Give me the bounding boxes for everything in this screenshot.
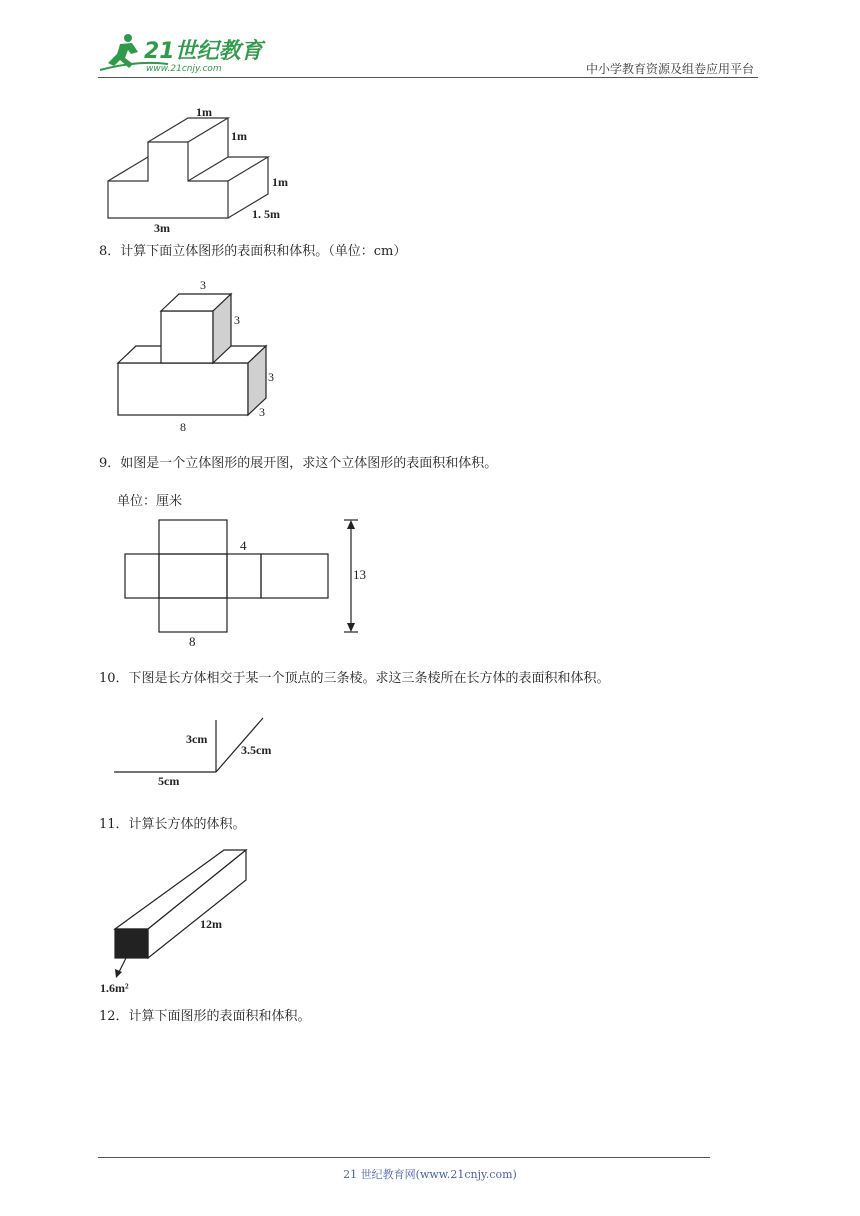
header-platform-text: 中小学教育资源及组卷应用平台 <box>585 62 754 76</box>
figure-7-diagram <box>100 100 310 235</box>
figure-11-prism-diagram <box>96 842 266 998</box>
logo-text: 21世纪教育 <box>144 39 263 64</box>
fig10-label-depth: 3.5cm <box>241 743 272 757</box>
fig7-label-lower-height: 1m <box>272 175 288 189</box>
logo-url: www.21cnjy.com <box>146 64 222 74</box>
figure-9-net-diagram <box>118 512 378 649</box>
question-8-text: 8．计算下面立体图形的表面积和体积。（单位：cm） <box>99 244 407 259</box>
footer-text: 21 世纪教育网(www.21cnjy.com) <box>343 1168 517 1181</box>
fig11-label-length: 12m <box>200 917 222 931</box>
fig7-label-top: 1m <box>196 105 212 119</box>
fig9-label-height: 13 <box>353 567 366 582</box>
question-11-text: 11．计算长方体的体积。 <box>99 817 246 832</box>
fig11-label-area: 1.6m² <box>100 981 129 995</box>
question-12-text: 12．计算下面图形的表面积和体积。 <box>99 1009 311 1024</box>
fig8-label-box-depth: 3 <box>259 405 265 419</box>
figure-8-diagram <box>110 274 290 438</box>
fig9-label-width: 4 <box>240 538 247 553</box>
question-9-text: 9．如图是一个立体图形的展开图，求这个立体图形的表面积和体积。 <box>99 456 498 471</box>
page-header <box>98 30 758 78</box>
q9-unit-label: 单位：厘米 <box>117 494 183 509</box>
fig8-label-top: 3 <box>200 278 206 292</box>
fig8-label-box-height: 3 <box>268 370 274 384</box>
fig7-label-upper-height: 1m <box>231 129 247 143</box>
fig9-label-length: 8 <box>189 634 196 649</box>
fig8-label-box-length: 8 <box>180 420 186 434</box>
fig8-label-cube-side: 3 <box>234 313 240 327</box>
header-divider <box>98 77 758 78</box>
footer-divider <box>98 1157 710 1158</box>
question-10-text: 10．下图是长方体相交于某一个顶点的三条棱。求这三条棱所在长方体的表面积和体积。 <box>99 671 610 686</box>
fig10-label-length: 5cm <box>158 774 180 788</box>
figure-10-edges-diagram <box>108 712 298 792</box>
site-logo <box>98 30 263 76</box>
fig7-label-length: 3m <box>154 221 170 235</box>
fig10-label-height: 3cm <box>186 732 208 746</box>
fig7-label-depth: 1. 5m <box>252 207 280 221</box>
